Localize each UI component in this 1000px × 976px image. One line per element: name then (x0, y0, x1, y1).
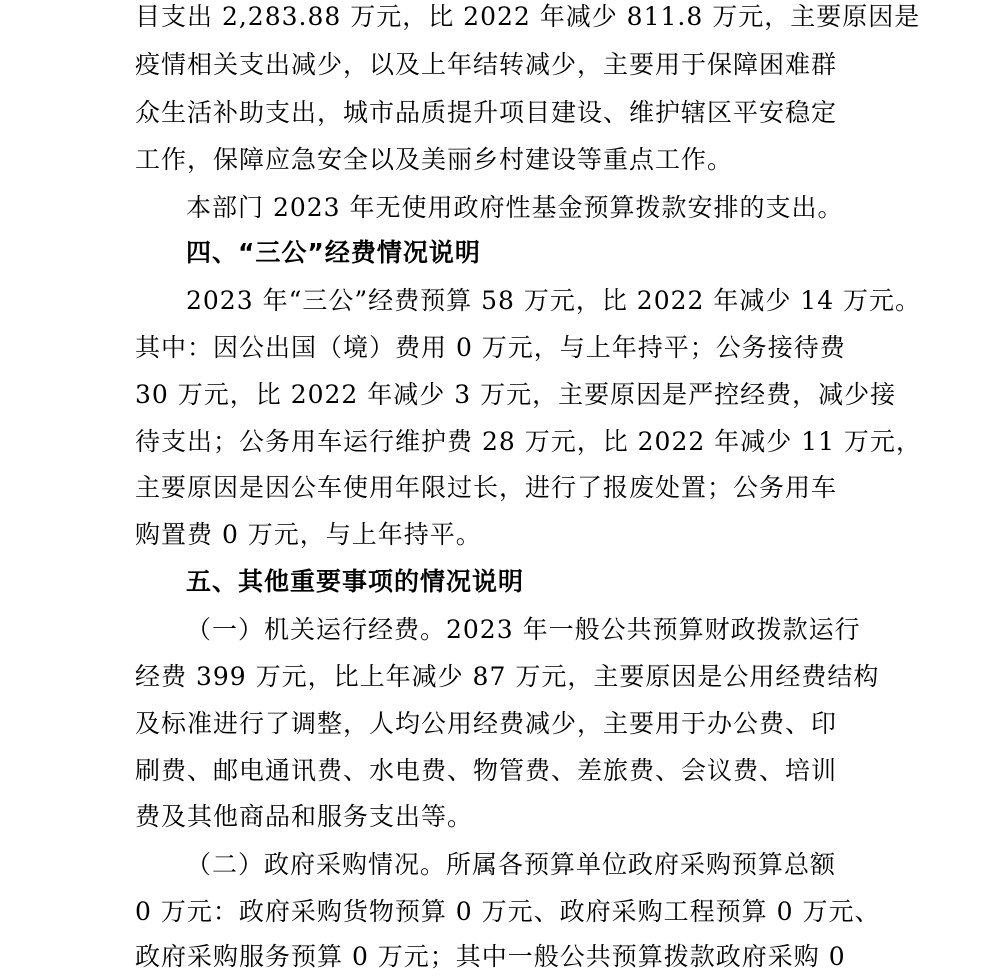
body-line: 政府采购服务预算 0 万元；其中一般公共预算拨款政府采购 0 (135, 942, 846, 971)
body-line: 本部门 2023 年无使用政府性基金预算拨款安排的支出。 (186, 193, 844, 222)
body-line: 主要原因是因公车使用年限过长，进行了报废处置；公务用车 (135, 473, 838, 502)
body-line: （二）政府采购情况。所属各预算单位政府采购预算总额 (186, 850, 837, 879)
body-line: 及标准进行了调整，人均公用经费减少，主要用于办公费、印 (135, 709, 838, 738)
section-heading: 四、“三公”经费情况说明 (186, 238, 481, 267)
body-line: 待支出；公务用车运行维护费 28 万元，比 2022 年减少 11 万元， (135, 427, 922, 456)
body-line: 30 万元，比 2022 年减少 3 万元，主要原因是严控经费，减少接 (135, 380, 897, 409)
body-line: 众生活补助支出，城市品质提升项目建设、维护辖区平安稳定 (135, 98, 838, 127)
body-line: 目支出 2,283.88 万元，比 2022 年减少 811.8 万元，主要原因是 (135, 2, 921, 31)
body-line: 0 万元：政府采购货物预算 0 万元、政府采购工程预算 0 万元、 (135, 897, 881, 926)
body-line: 经费 399 万元，比上年减少 87 万元，主要原因是公用经费结构 (135, 662, 880, 691)
body-line: 其中：因公出国（境）费用 0 万元，与上年持平；公务接待费 (135, 333, 846, 362)
body-line: 购置费 0 万元，与上年持平。 (135, 520, 482, 549)
body-line: （一）机关运行经费。2023 年一般公共预算财政拨款运行 (186, 615, 861, 644)
body-line: 工作，保障应急安全以及美丽乡村建设等重点工作。 (135, 145, 734, 174)
body-line: 刷费、邮电通讯费、水电费、物管费、差旅费、会议费、培训 (135, 756, 838, 785)
section-heading: 五、其他重要事项的情况说明 (186, 567, 525, 596)
body-line: 费及其他商品和服务支出等。 (135, 802, 474, 831)
body-line: 疫情相关支出减少，以及上年结转减少，主要用于保障困难群 (135, 50, 838, 79)
body-line: 2023 年“三公”经费预算 58 万元，比 2022 年减少 14 万元。 (186, 286, 922, 315)
